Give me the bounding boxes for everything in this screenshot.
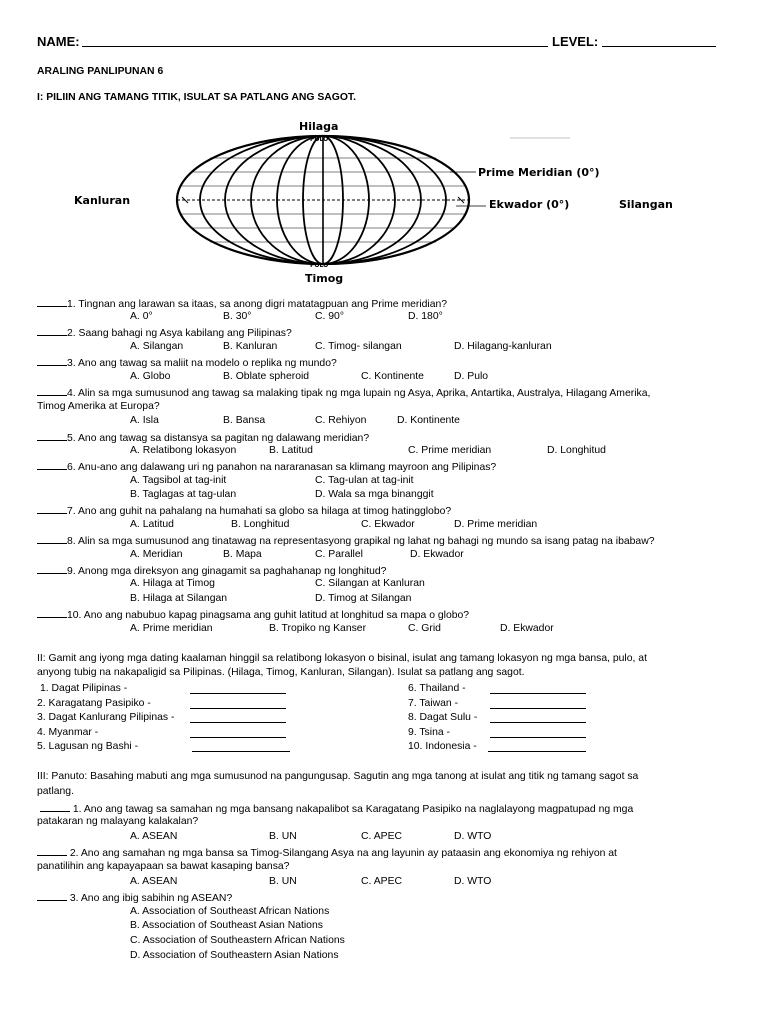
part2-instruction: II: Gamit ang iyong mga dating kaalaman hinggil sa relatibong lokasyon o bisinal, isulat ang tamang lokasyon ng mga bansa, pulo, at: [37, 653, 647, 664]
label-leaders: [430, 135, 575, 225]
location-item: 1. Dagat Pilipinas -: [40, 683, 128, 694]
option: B. Tropiko ng Kanser: [269, 623, 367, 634]
answer-blank[interactable]: [37, 385, 67, 396]
question-text: 3. Ano ang tawag sa maliit na modelo o replika ng mundo?: [67, 358, 337, 369]
answer-blank[interactable]: [488, 751, 586, 752]
option: A. Latitud: [130, 519, 174, 530]
subject-title: ARALING PANLIPUNAN 6: [37, 66, 164, 77]
question-text: 3. Ano ang ibig sabihin ng ASEAN?: [69, 893, 233, 904]
option: B. UN: [269, 876, 297, 887]
question-text: 5. Ano ang tawag sa distansya sa pagitan ng dalawang meridian?: [67, 433, 370, 444]
option: A. 0°: [130, 311, 153, 322]
answer-blank[interactable]: [37, 296, 67, 307]
option: D. Kontinente: [397, 415, 460, 426]
part3-instruction: III: Panuto: Basahing mabuti ang mga sumusunod na pangungusap. Sagutin ang mga tanong at isulat ang titik ng tamang sagot sa: [37, 771, 639, 782]
level-blank[interactable]: [602, 46, 716, 47]
location-item: 8. Dagat Sulu -: [408, 712, 478, 723]
option: D. Ekwador: [410, 549, 464, 560]
question-text: 1. Ano ang tawag sa samahan ng mga bansang nakapalibot sa Karagatang Pasipiko na naglalayong magpatupad ng mga: [72, 804, 634, 815]
location-item: 2. Karagatang Pasipiko -: [37, 698, 151, 709]
name-label: NAME:: [37, 34, 80, 49]
option: A. Relatibong lokasyon: [130, 445, 237, 456]
option: B. Mapa: [223, 549, 262, 560]
question-text-cont: Timog Amerika at Europa?: [37, 401, 160, 412]
option: C. Grid: [408, 623, 441, 634]
answer-blank[interactable]: [190, 722, 286, 723]
answer-blank[interactable]: [190, 693, 286, 694]
option: B. UN: [269, 831, 297, 842]
east-label: Silangan: [619, 198, 673, 211]
answer-blank[interactable]: [37, 563, 67, 574]
equator-label: Ekwador (0°): [489, 198, 570, 211]
answer-blank[interactable]: [37, 845, 67, 856]
option: A. Silangan: [130, 341, 184, 352]
south-label: Timog: [305, 272, 344, 285]
prime-meridian-label: Prime Meridian (0°): [478, 166, 600, 179]
level-label: LEVEL:: [552, 34, 599, 49]
answer-blank[interactable]: [190, 708, 286, 709]
option: B. Latitud: [269, 445, 313, 456]
option: B. Association of Southeast Asian Nations: [130, 920, 323, 931]
option: B. Oblate spheroid: [223, 371, 310, 382]
option: A. Prime meridian: [130, 623, 213, 634]
question-text-cont: panatilihin ang kapayapaan sa bawat kasaping bansa?: [37, 861, 290, 872]
option: C. Ekwador: [361, 519, 415, 530]
option: D. Ekwador: [500, 623, 554, 634]
option: C. Silangan at Kanluran: [315, 578, 425, 589]
option: A. ASEAN: [130, 876, 178, 887]
answer-blank[interactable]: [490, 722, 586, 723]
question-text: 7. Ano ang guhit na pahalang na humahati sa globo sa hilaga at timog hatingglobo?: [67, 506, 452, 517]
option: A. Isla: [130, 415, 159, 426]
pole-bottom-label: POLO: [310, 262, 329, 269]
answer-blank[interactable]: [37, 430, 67, 441]
option: A. ASEAN: [130, 831, 178, 842]
option: C. Kontinente: [361, 371, 424, 382]
answer-blank[interactable]: [37, 890, 67, 901]
location-item: 5. Lagusan ng Bashi -: [37, 741, 139, 752]
question-text: 9. Anong mga direksyon ang ginagamit sa paghahanap ng longhitud?: [67, 566, 387, 577]
option: C. Parallel: [315, 549, 363, 560]
option: B. Hilaga at Silangan: [130, 593, 228, 604]
location-item: 10. Indonesia -: [408, 741, 477, 752]
option: D. Pulo: [454, 371, 489, 382]
option: D. WTO: [454, 831, 492, 842]
location-item: 4. Myanmar -: [37, 727, 99, 738]
part3-instruction-cont: patlang.: [37, 786, 74, 797]
question-text: 10. Ano ang nabubuo kapag pinagsama ang guhit latitud at longhitud sa mapa o globo?: [67, 610, 470, 621]
option: C. 90°: [315, 311, 344, 322]
option: B. Kanluran: [223, 341, 278, 352]
answer-blank[interactable]: [490, 693, 586, 694]
question-text-cont: patakaran ng malayang kalakalan?: [37, 816, 199, 827]
option: A. Hilaga at Timog: [130, 578, 215, 589]
question-text: 8. Alin sa mga sumusunod ang tinatawag na representasyong grapikal ng lahat ng bahagi ng mundo sa isang patag na ibabaw?: [67, 536, 655, 547]
answer-blank[interactable]: [490, 708, 586, 709]
question-text: 1. Tingnan ang larawan sa itaas, sa anong digri matatagpuan ang Prime meridian?: [67, 299, 448, 310]
answer-blank[interactable]: [40, 801, 70, 812]
option: C. Rehiyon: [315, 415, 367, 426]
location-item: 9. Tsina -: [408, 727, 450, 738]
option: A. Globo: [130, 371, 171, 382]
option: D. WTO: [454, 876, 492, 887]
answer-blank[interactable]: [37, 607, 67, 618]
north-label: Hilaga: [299, 120, 339, 133]
location-item: 6. Thailand -: [408, 683, 466, 694]
option: C. APEC: [361, 831, 402, 842]
answer-blank[interactable]: [190, 737, 286, 738]
name-blank[interactable]: [82, 46, 548, 47]
option: C. Association of Southeastern African Nations: [130, 935, 345, 946]
option: D. 180°: [408, 311, 443, 322]
answer-blank[interactable]: [490, 737, 586, 738]
pole-top-label: POLO: [310, 136, 329, 143]
question-text: 2. Ano ang samahan ng mga bansa sa Timog-Silangang Asya na ang layunin ay pataasin ang ekonomiya ng rehiyon at: [69, 848, 617, 859]
option: B. Longhitud: [231, 519, 290, 530]
option: D. Hilagang-kanluran: [454, 341, 552, 352]
part2-instruction-cont: anyong tubig na nakapaligid sa Pilipinas. (Hilaga, Timog, Kanluran, Silangan). Isulat sa patlang ang sagot.: [37, 667, 525, 678]
question-text: 6. Anu-ano ang dalawang uri ng panahon na nararanasan sa klimang mayroon ang Pilipinas?: [67, 462, 497, 473]
answer-blank[interactable]: [37, 503, 67, 514]
option: C. APEC: [361, 876, 402, 887]
question-text: 2. Saang bahagi ng Asya kabilang ang Pilipinas?: [67, 328, 292, 339]
location-item: 3. Dagat Kanlurang Pilipinas -: [37, 712, 175, 723]
option: D. Association of Southeastern Asian Nations: [130, 950, 339, 961]
question-text: 4. Alin sa mga sumusunod ang tawag sa malaking tipak ng mga lupain ng Asya, Aprika, Antartika, Australya, Hilagang Amerika,: [67, 388, 651, 399]
option: A. Association of Southeast African Nations: [130, 906, 330, 917]
option: B. 30°: [223, 311, 252, 322]
option: B. Taglagas at tag-ulan: [130, 489, 237, 500]
option: A. Meridian: [130, 549, 183, 560]
west-label: Kanluran: [74, 194, 131, 207]
option: C. Prime meridian: [408, 445, 492, 456]
answer-blank[interactable]: [37, 459, 67, 470]
answer-blank[interactable]: [37, 355, 67, 366]
option: D. Timog at Silangan: [315, 593, 412, 604]
answer-blank[interactable]: [37, 325, 67, 336]
option: D. Prime meridian: [454, 519, 538, 530]
answer-blank[interactable]: [37, 533, 67, 544]
location-item: 7. Taiwan -: [408, 698, 459, 709]
answer-blank[interactable]: [192, 751, 290, 752]
option: A. Tagsibol at tag-init: [130, 475, 227, 486]
part1-instruction: I: PILIIN ANG TAMANG TITIK, ISULAT SA PATLANG ANG SAGOT.: [37, 92, 357, 103]
option: C. Timog- silangan: [315, 341, 402, 352]
option: D. Longhitud: [547, 445, 606, 456]
option: B. Bansa: [223, 415, 266, 426]
option: C. Tag-ulan at tag-init: [315, 475, 414, 486]
option: D. Wala sa mga binanggit: [315, 489, 434, 500]
